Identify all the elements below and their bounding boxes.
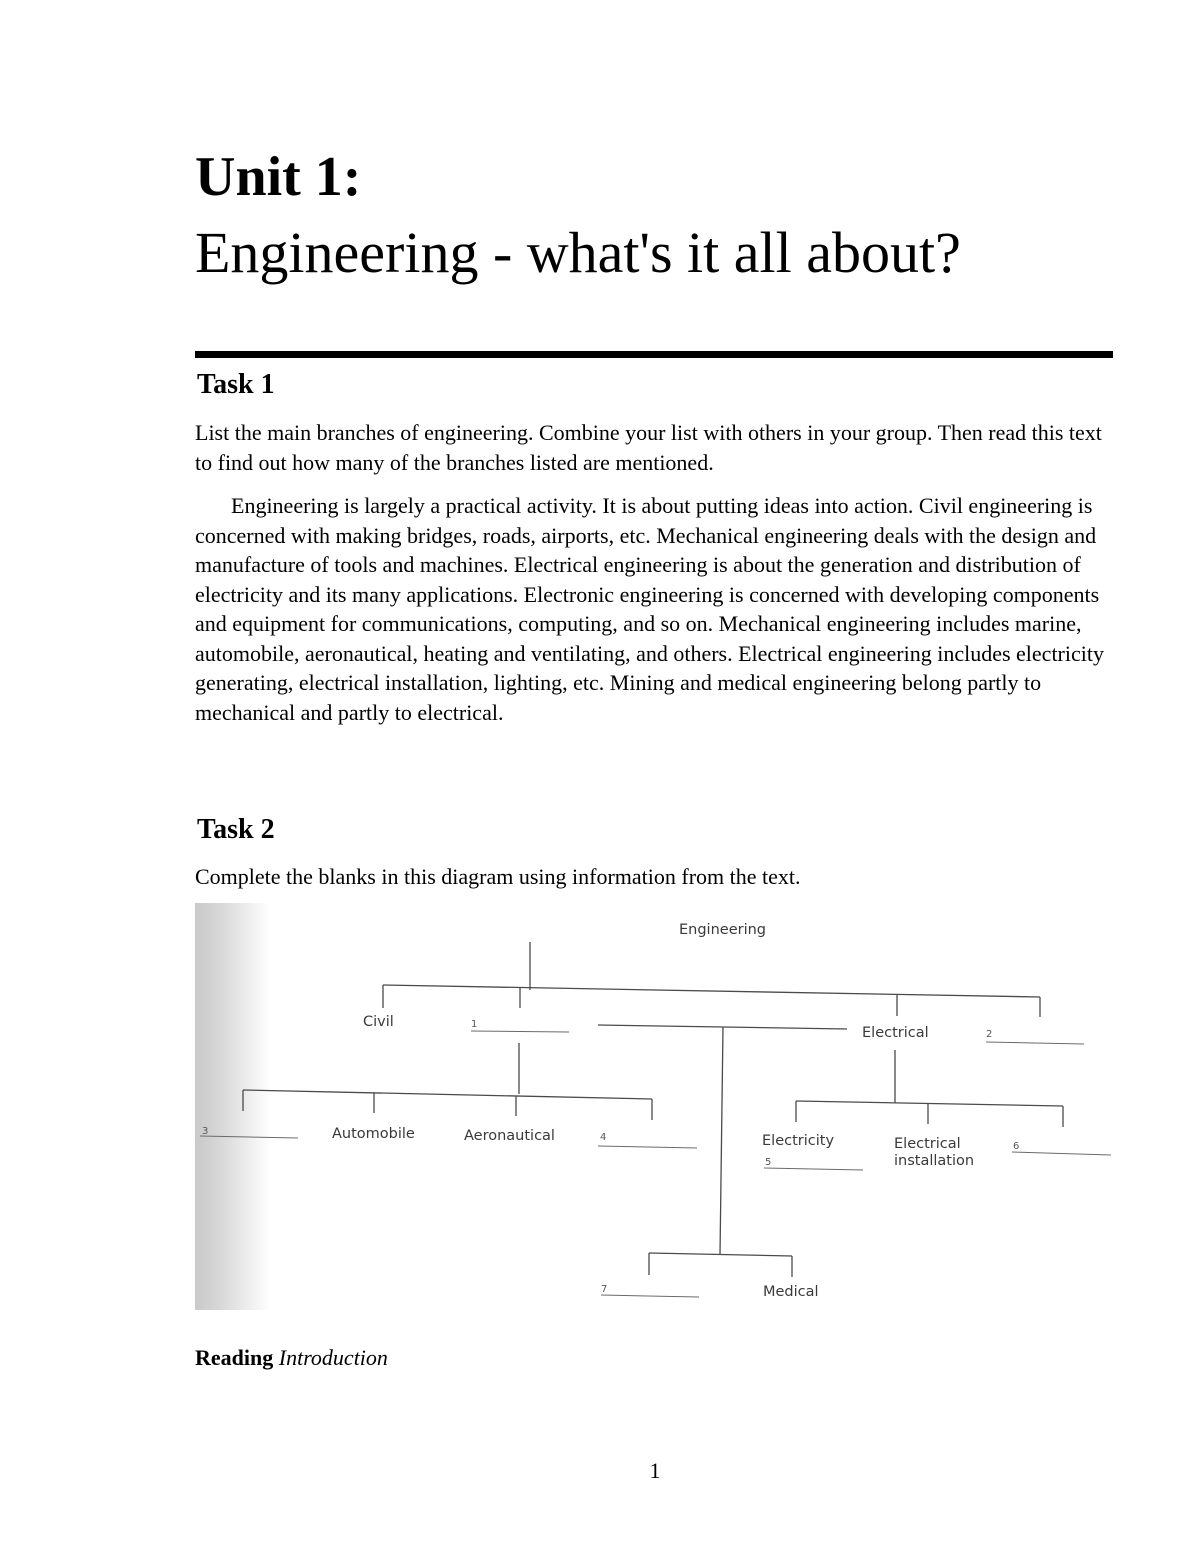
task1-body-text: Engineering is largely a practical activity. It is about putting ideas into action. Civil engineering is concerned with making bridges, roads, airports, etc. Mechanical engineering deals with the design and manufacture of tools and machines. Electrical engineering is about the generation and distribution of electricity and its many applications. Electronic engineering is concerned with developing components and equipment for communications, computing, and so on. Mechanical engineering includes marine, automobile, aeronautical, heating and ventilating, and others. Electrical engineering includes electricity generating, electrical installation, lighting, etc. Mining and medical engineering belong partly to mechanical and partly to electrical.	[195, 493, 1104, 725]
unit-title: Unit 1:	[195, 146, 362, 208]
task1-instruction: List the main branches of engineering. Combine your list with others in your group. Then read this text to find out how many of the branches listed are mentioned.	[195, 420, 1102, 475]
diagram-node-civil: Civil	[363, 1014, 394, 1030]
page-number: 1	[649, 1458, 661, 1483]
task2-instruction: Complete the blanks in this diagram using information from the text.	[195, 864, 801, 889]
diagram-node-automobile: Automobile	[332, 1126, 415, 1142]
diagram-blank-3-number: 3	[202, 1126, 209, 1137]
task1-heading: Task 1	[197, 369, 275, 400]
engineering-branches-diagram	[195, 903, 1115, 1310]
reading-label: Reading	[195, 1345, 274, 1370]
reading-heading	[195, 1343, 388, 1373]
diagram-blank-6-number: 6	[1013, 1141, 1020, 1152]
diagram-connector-lines	[243, 942, 1063, 1277]
section-divider	[195, 351, 1113, 358]
diagram-svg	[195, 903, 1115, 1310]
diagram-node-medical: Medical	[763, 1284, 819, 1300]
diagram-node-electricity: Electricity	[762, 1133, 835, 1149]
diagram-node-aeronautical: Aeronautical	[464, 1128, 555, 1144]
diagram-blank-5-number: 5	[765, 1157, 772, 1168]
diagram-blank-2-number: 2	[986, 1029, 993, 1040]
diagram-node-electrical: Electrical	[862, 1025, 929, 1041]
diagram-blank-1-number: 1	[471, 1019, 478, 1030]
task2-heading: Task 2	[197, 814, 275, 845]
diagram-node-electrical-installation-line2: installation	[894, 1153, 975, 1169]
diagram-node-engineering: Engineering	[679, 922, 766, 938]
reading-subtitle: Introduction	[278, 1345, 388, 1370]
diagram-blank-7-number: 7	[601, 1284, 608, 1295]
diagram-node-electrical-installation-line1: Electrical	[894, 1136, 961, 1152]
unit-subtitle: Engineering - what's it all about?	[195, 220, 961, 285]
diagram-blank-lines	[200, 1031, 1111, 1297]
diagram-blank-4-number: 4	[600, 1132, 607, 1143]
